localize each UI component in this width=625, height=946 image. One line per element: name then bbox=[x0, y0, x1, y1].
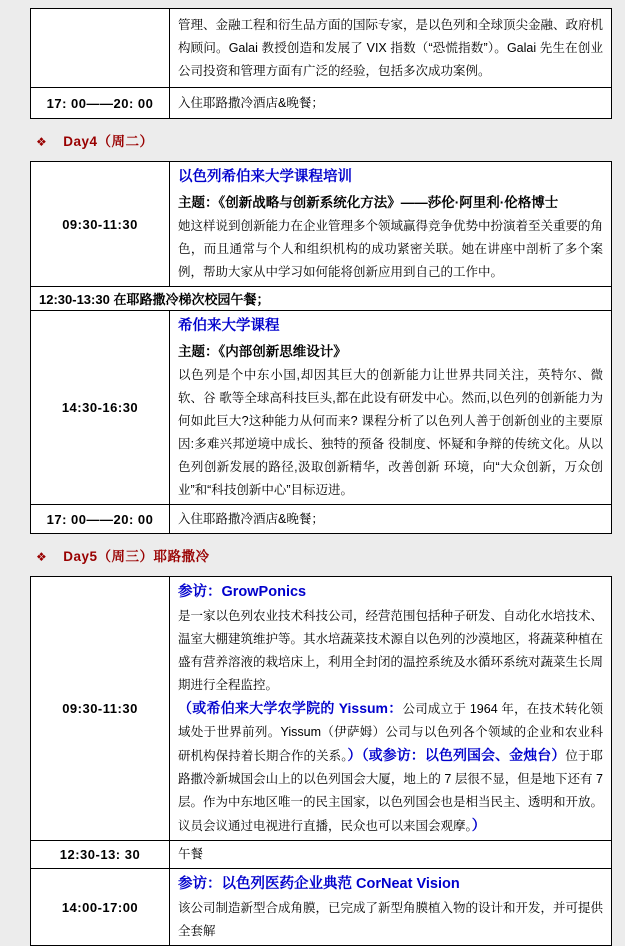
time-cell: 09:30-11:30 bbox=[31, 162, 170, 287]
session-subject: 主题：《创新战略与创新系统化方法》——莎伦·阿里利·伦格博士 bbox=[178, 195, 559, 210]
diamond-bullet-icon: ❖ bbox=[36, 550, 48, 564]
table-row bbox=[31, 88, 612, 119]
activity-cell bbox=[170, 9, 612, 88]
activity-cell bbox=[170, 88, 612, 119]
day5-heading bbox=[36, 545, 612, 565]
activity-description: 午餐 bbox=[178, 847, 204, 861]
activity-cell bbox=[170, 841, 612, 869]
activity-cell bbox=[170, 577, 612, 841]
table-row bbox=[31, 9, 612, 88]
diamond-bullet-icon: ❖ bbox=[36, 135, 48, 149]
alt-option1-text: 公司成立于 1964 年，在技术转化领域处于世界前列。Yissum（伊萨姆）公司与以色列各个领域的企业和农业科研机构保持着长期合作的关系。 bbox=[178, 702, 603, 763]
activity-description: 管理、金融工程和衍生品方面的国际专家，是以色列和全球顶尖金融、政府机构顾问。Galai 教授创造和发展了 VIX 指数（“恐慌指数”）。Galai 先生在创业公司投资和管理方面有广泛的经验，包括多次成功案例。 bbox=[178, 17, 604, 78]
visit-description: 该公司制造新型合成角膜，已完成了新型角膜植入物的设计和开发，并可提供全套解 bbox=[178, 901, 604, 938]
time-cell: 14:30-16:30 bbox=[31, 311, 170, 505]
visit-description: 是一家以色列农业技术科技公司，经营范围包括种子研发、自动化水培技术、温室大棚建筑维护等。其水培蔬菜技术源自以色列的沙漠地区，将蔬菜种植在盛有营养溶液的栽培床上，利用全封闭的温控系统及水循环系统对蔬菜生长周期进行全程监控。 bbox=[178, 609, 604, 692]
table-row bbox=[31, 287, 612, 311]
session-description: 以色列是个中东小国,却因其巨大的创新能力让世界共同关注，英特尔、微软、谷 歌等全球高科技巨头,都在此设有研发中心。然而,以色列的创新能力为何如此巨大?这种能力从何而来? 课程分析了以色列人善于创新创业的主要原因:多难兴邦逆境中成长、独特的预备 役制度、怀疑和争辩的传统文化。从以色列创新发展的路径,汲取创新精华，改善创新 环境，向“大众创新，万众创业”和“科技创新中心”目标迈进。 bbox=[178, 368, 603, 497]
schedule-table-day5 bbox=[30, 576, 612, 946]
day4-heading bbox=[36, 130, 612, 150]
activity-cell bbox=[170, 869, 612, 946]
schedule-table-previous-day bbox=[30, 8, 612, 119]
table-row bbox=[31, 577, 612, 841]
table-row bbox=[31, 869, 612, 946]
time-cell: 14:00-17:00 bbox=[31, 869, 170, 946]
time-cell: 17: 00——20: 00 bbox=[31, 505, 170, 534]
time-cell: 12:30-13: 30 bbox=[31, 841, 170, 869]
day5-heading-label: Day5（周三）耶路撒冷 bbox=[63, 549, 210, 564]
visit-title: 参访：GrowPonics bbox=[178, 584, 307, 600]
alt-option2-label: ）（或参访：以色列国会、金烛台） bbox=[347, 747, 566, 763]
activity-description: 入住耶路撒冷酒店&晚餐； bbox=[178, 95, 324, 110]
table-row bbox=[31, 841, 612, 869]
activity-description: 入住耶路撒冷酒店&晚餐； bbox=[178, 511, 324, 526]
table-row bbox=[31, 311, 612, 505]
time-cell-empty bbox=[31, 9, 170, 88]
session-subject: 主题：《内部创新思维设计》 bbox=[178, 344, 347, 359]
activity-cell bbox=[170, 311, 612, 505]
visit-alternatives bbox=[178, 697, 603, 838]
session-description: 她这样说到创新能力在企业管理多个领域赢得竞争优势中扮演着至关重要的角色，而且通常与个人和组织机构的成功紧密关联。她在讲座中剖析了多个案例，帮助大家从中学习如何能将创新应用到自己的工作中。 bbox=[178, 219, 604, 279]
schedule-table-day4 bbox=[30, 161, 612, 534]
table-row bbox=[31, 505, 612, 534]
alt-option1-label: （或希伯来大学农学院的 Yissum： bbox=[178, 700, 403, 716]
time-cell: 09:30-11:30 bbox=[31, 577, 170, 841]
alt-option2-text: 位于耶路撒冷新城国会山上的以色列国会大厦，地上的 7 层很不显，但是地下还有 7 层。作为中东地区唯一的民主国家，以色列国会也是相当民主、透明和开放。议员会议通过电视进行直播，民众也可以来国会观摩。 bbox=[178, 749, 604, 833]
table-row bbox=[31, 162, 612, 287]
visit-title: 参访：以色列医药企业典范 CorNeat Vision bbox=[178, 876, 460, 892]
activity-cell bbox=[170, 505, 612, 534]
day4-heading-label: Day4（周二） bbox=[63, 134, 154, 149]
session-title: 以色列希伯来大学课程培训 bbox=[178, 169, 352, 185]
session-title: 希伯来大学课程 bbox=[178, 318, 280, 334]
activity-cell bbox=[170, 162, 612, 287]
time-cell: 17: 00——20: 00 bbox=[31, 88, 170, 119]
alt-close-paren: ） bbox=[471, 817, 486, 833]
lunch-row: 12:30-13:30 在耶路撒冷梯次校园午餐； bbox=[31, 287, 612, 311]
